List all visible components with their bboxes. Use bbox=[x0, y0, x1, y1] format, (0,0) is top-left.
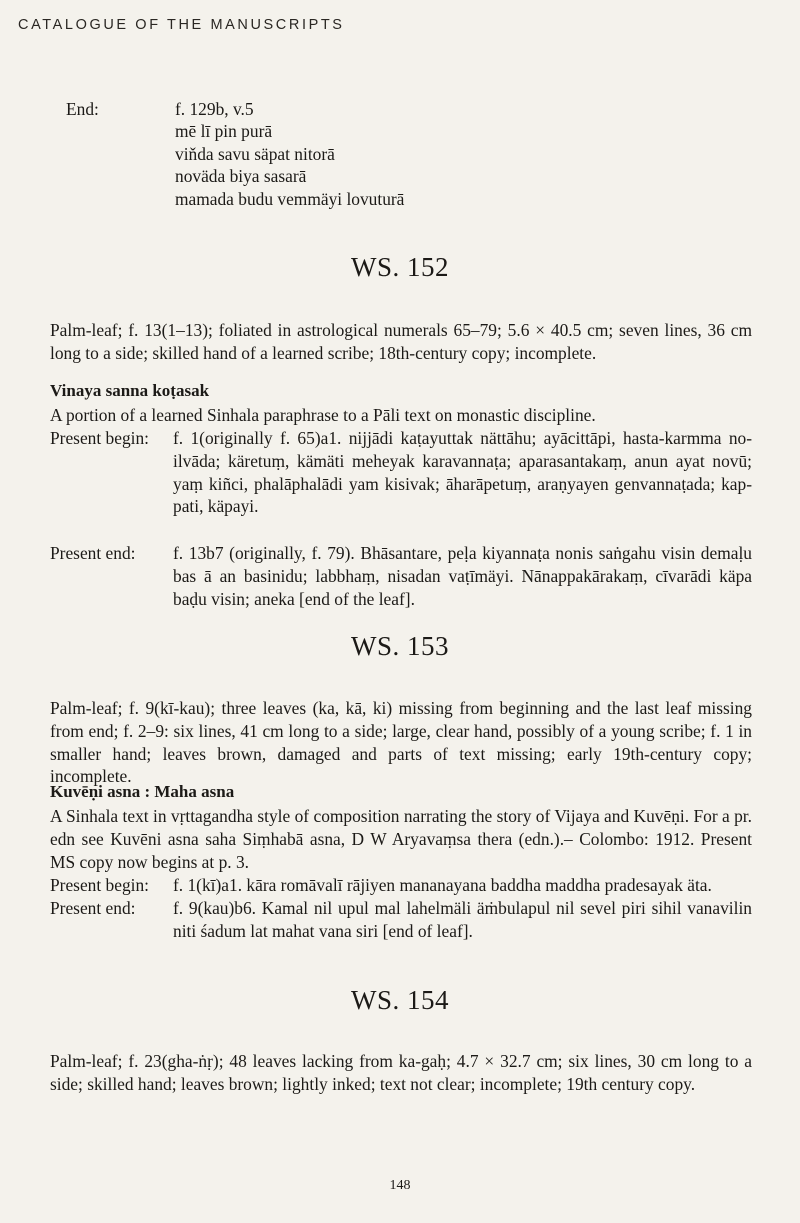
present-begin-label: Present begin: bbox=[50, 428, 150, 448]
ws152-title: Vinaya sanna koṭasak bbox=[50, 381, 210, 400]
verse-line: viňda savu säpat nitorā bbox=[175, 143, 335, 164]
ws152-summary: A portion of a learned Sinhala paraphrase to a Pāli text on monastic discipline. bbox=[50, 405, 596, 425]
end-verse bbox=[175, 98, 404, 210]
verse-line: f. 129b, v.5 bbox=[175, 99, 254, 119]
ws152-heading: WS. 152 bbox=[351, 252, 449, 282]
ws153-title: Kuvēṇi asna : Maha asna bbox=[50, 782, 235, 801]
present-begin-text: f. 1(originally f. 65)a1. nijjādi kaṭayuttak nättāhu; ayācittāpi, hasta-karmma no-ilvāda; käretuṃ, kämäti meheyak karavannaṭa; aparasantakaṃ, anun ayat novū; yaṃ kiñci, phalāphalādi yam kisivak; āharāpetuṃ, araṇyayen genvannaṭada; kap-pati, käpayi. bbox=[173, 428, 752, 517]
present-end-text: f. 9(kau)b6. Kamal nil upul mal lahelmäli äṁbulapul nil sevel piri sihil vanavilin niti śadum lat mahat vana siri [end of leaf]. bbox=[173, 898, 752, 941]
verse-line: mē lī pin purā bbox=[175, 121, 273, 142]
ws153-description: Palm-leaf; f. 9(kī-kau); three leaves (ka, kā, ki) missing from beginning and the last leaf missing from end; f. 2–9: six lines, 41 cm long to a side; large, clear hand, possibly of a young scribe; f. 1 in smaller hand; leaves brown, damaged and parts of text missing; early 19th-century copy; incomplete. bbox=[50, 698, 752, 787]
verse-line: noväda biya sasarā bbox=[175, 166, 307, 187]
ws153-heading: WS. 153 bbox=[351, 631, 449, 661]
verse-line: mamada budu vemmäyi lovuturā bbox=[175, 188, 405, 209]
ws153-summary: A Sinhala text in vṛttagandha style of composition narrating the story of Vijaya and Kuvēṇi. For a pr. edn see Kuvēni asna saha Siṃhabā asna, D W Aryavaṃsa thera (edn.).– Colombo: 1912. Present MS copy now begins at p. 3. bbox=[50, 806, 752, 872]
present-begin-label: Present begin: bbox=[50, 875, 150, 895]
ws154-heading: WS. 154 bbox=[351, 985, 449, 1015]
page-number: 148 bbox=[389, 1178, 411, 1193]
running-head: CATALOGUE OF THE MANUSCRIPTS bbox=[18, 17, 345, 33]
ws154-description: Palm-leaf; f. 23(gha-ṅṛ); 48 leaves lacking from ka-gaḥ; 4.7 × 32.7 cm; six lines, 30 cm long to a side; skilled hand; leaves brown; lightly inked; text not clear; incomplete; 19th century copy. bbox=[50, 1051, 752, 1094]
present-begin-text: f. 1(kī)a1. kāra romāvalī rājiyen mananayana baddha maddha pradesayak äta. bbox=[173, 875, 712, 895]
present-end-label: Present end: bbox=[50, 543, 136, 563]
present-end-text: f. 13b7 (originally, f. 79). Bhāsantare, peḷa kiyannaṭa nonis saṅgahu visin demaḷu bas ā an basinidu; labbhaṃ, nisadan vaṭīmäyi. Nānappakārakaṃ, cīvarādi käpa baḍu visin; aneka [end of the leaf]. bbox=[173, 543, 752, 609]
present-end-label: Present end: bbox=[50, 898, 136, 918]
end-label: End: bbox=[66, 99, 99, 119]
ws152-description: Palm-leaf; f. 13(1–13); foliated in astrological numerals 65–79; 5.6 × 40.5 cm; seven lines, 36 cm long to a side; skilled hand of a learned scribe; 18th-century copy; incomplete. bbox=[50, 320, 752, 363]
